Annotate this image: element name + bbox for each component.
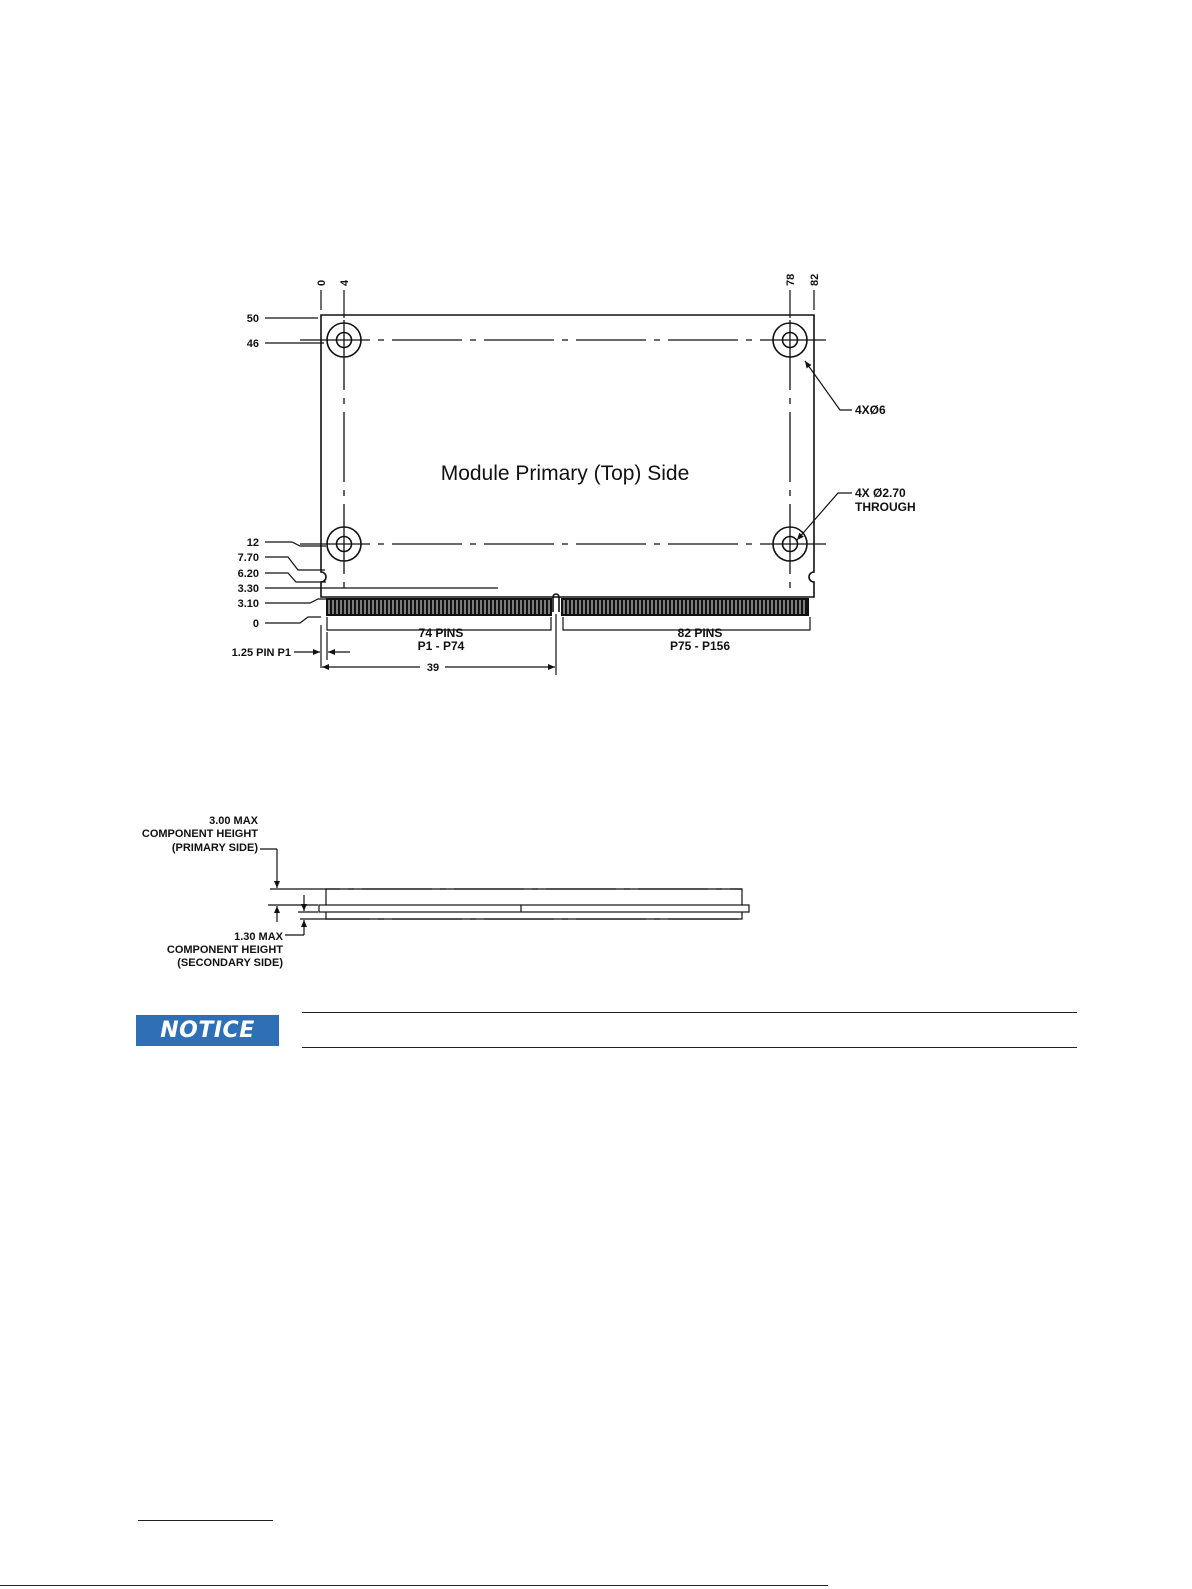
pin1-dim-label: 1.25 PIN P1 (231, 647, 291, 659)
hole-through-callout: 4X Ø2.70 (855, 486, 906, 500)
hole-callout: 4XØ6 (855, 403, 886, 417)
x-dim-82: 82 (809, 273, 821, 286)
side-view (260, 849, 749, 935)
y-dim-46: 46 (246, 338, 259, 350)
pins-left-count: 74 PINS (418, 626, 464, 640)
y-dim-3-30: 3.30 (237, 583, 259, 595)
pin-brackets (327, 617, 810, 630)
y-dim-50: 50 (246, 313, 259, 325)
pins-right-range: P75 - P156 (669, 639, 731, 653)
y-dim-7-70: 7.70 (237, 552, 259, 564)
secondary-height-2: COMPONENT HEIGHT (166, 944, 283, 956)
pins-left-range: P1 - P74 (417, 639, 465, 653)
y-dim-0: 0 (252, 618, 259, 630)
page-bottom-rule (0, 1585, 828, 1586)
footnote-rule (138, 1520, 273, 1521)
x-dim-4: 4 (339, 279, 351, 286)
x-dim-78: 78 (785, 273, 797, 286)
hole-leaders (797, 361, 852, 540)
top-view-title: Module Primary (Top) Side (440, 462, 690, 485)
y-dim-12: 12 (246, 537, 259, 549)
x-dim-labels (316, 274, 821, 286)
pin-row-left (326, 598, 552, 616)
y-dim-labels (238, 313, 259, 630)
pin1-dimension (294, 625, 350, 668)
centerlines (300, 320, 826, 590)
side-board (319, 905, 749, 912)
primary-height-3: (PRIMARY SIDE) (171, 842, 258, 854)
secondary-height-3: (SECONDARY SIDE) (177, 957, 283, 969)
mounting-holes (327, 323, 807, 561)
notch-dim-label: 39 (426, 662, 440, 674)
notice-badge: NOTICE (136, 1015, 279, 1046)
notice-rule-top (302, 1012, 1077, 1013)
primary-height-1: 3.00 MAX (209, 815, 258, 827)
notice-rule-bottom (302, 1047, 1077, 1048)
secondary-height-1: 1.30 MAX (234, 931, 283, 943)
hole-through-label: THROUGH (855, 500, 916, 514)
primary-height-2: COMPONENT HEIGHT (141, 828, 258, 840)
x-dim-0: 0 (316, 279, 328, 286)
y-dim-6-20: 6.20 (237, 568, 259, 580)
y-dim-3-10: 3.10 (237, 598, 259, 610)
x-extension-lines (321, 290, 814, 318)
pins-right-count: 82 PINS (677, 626, 723, 640)
board-outline (321, 315, 814, 597)
